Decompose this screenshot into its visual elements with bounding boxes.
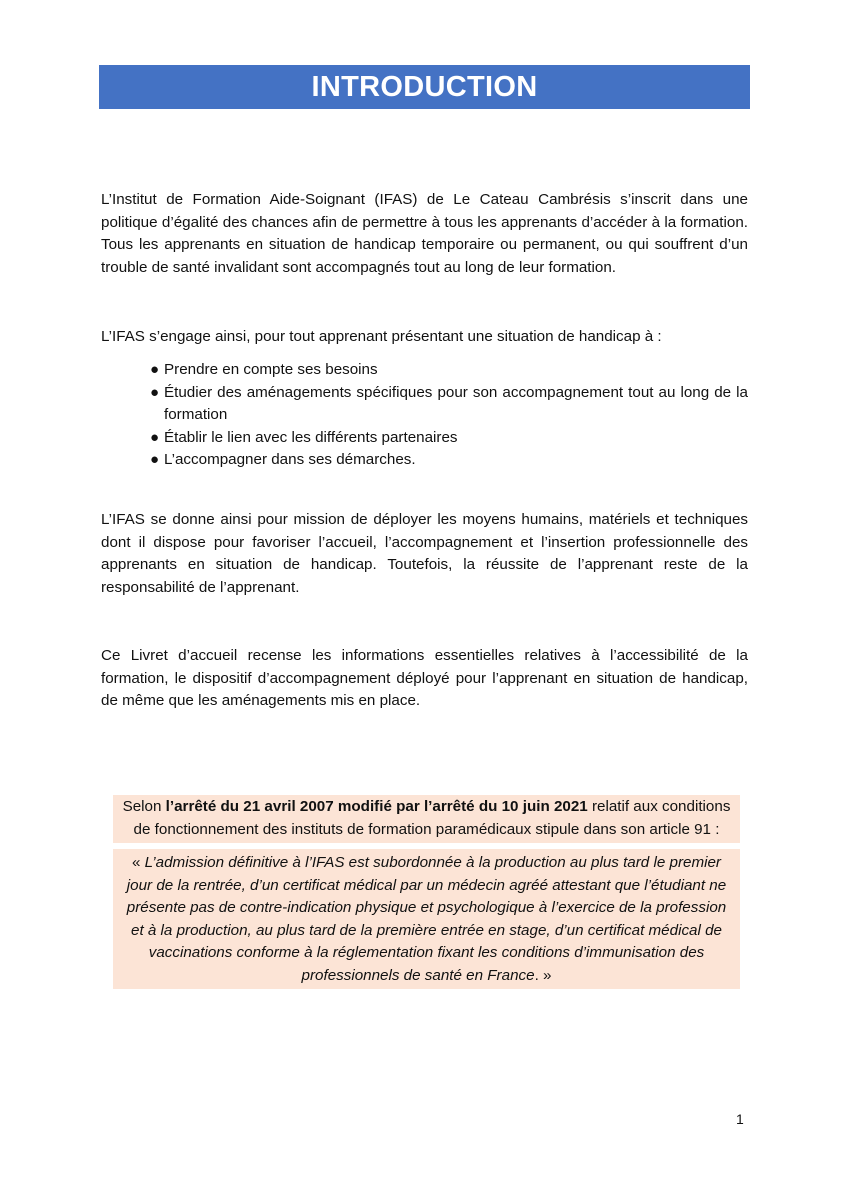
quote-text: L’admission définitive à l’IFAS est subordonnée à la production au plus tard le premier jour de la rentrée, d’un certificat médical par un médecin agréé attestant que l’étudiant ne présente pas de contre-indication physique et psychologique à l’exercice de la profession et à la production, au plus tard de la première entrée en stage, d’un certificat médical de vaccinations conforme à la réglementation fixant les conditions d’immunisation des professionnels de santé en France: [126, 854, 727, 984]
regulation-reference: [113, 795, 740, 843]
booklet-paragraph: Ce Livret d’accueil recense les informations essentielles relatives à l’accessibilité de la formation, le dispositif d’accompagnement déployé pour l’apprenant en situation de handicap, de même que les aménagements mis en place.: [101, 647, 748, 709]
page-title: INTRODUCTION: [311, 70, 538, 103]
list-item-text: Établir le lien avec les différents partenaires: [164, 428, 458, 446]
intro-paragraph: L’Institut de Formation Aide-Soignant (IFAS) de Le Cateau Cambrésis s’inscrit dans une politique d’égalité des chances afin de permettre à tous les apprenants d’accéder à la formation. Tous les apprenants en situation de handicap temporaire ou permanent, ou qui souffrent d’un trouble de santé invalidant sont accompagnés tout au long de leur formation.: [101, 191, 748, 276]
page-number: 1: [736, 1111, 744, 1127]
reference-prefix: Selon: [122, 798, 166, 815]
list-item: [101, 359, 748, 382]
bullet-icon: ●: [150, 361, 160, 378]
mission-paragraph: L’IFAS se donne ainsi pour mission de déployer les moyens humains, matériels et techniques dont il dispose pour favoriser l’accueil, l’accompagnement et l’insertion professionnelle des apprenants en situation de handicap. Toutefois, la réussite de l’apprenant reste de la responsabilité de l’apprenant.: [101, 511, 748, 596]
bullet-icon: ●: [150, 428, 160, 446]
regulation-quote: [113, 849, 740, 989]
quote-close-mark: . »: [534, 966, 552, 984]
list-item: [101, 427, 748, 450]
list-item-text: Prendre en compte ses besoins: [164, 361, 378, 378]
list-item: [101, 449, 748, 472]
reference-suffix: relatif aux conditions de fonctionnement des instituts de formation paramédicaux stipule dans son article 91 :: [133, 798, 731, 838]
quote-open-mark: «: [132, 854, 145, 871]
title-banner: [99, 65, 750, 109]
commitment-paragraph: L’IFAS s’engage ainsi, pour tout apprenant présentant une situation de handicap à :: [101, 328, 662, 345]
list-item-text: L’accompagner dans ses démarches.: [164, 451, 416, 468]
commitment-list: [101, 359, 748, 472]
list-item-text: Étudier des aménagements spécifiques pour son accompagnement tout au long de la formation: [164, 383, 748, 423]
list-item: [101, 382, 748, 427]
reference-decree: l’arrêté du 21 avril 2007 modifié par l’arrêté du 10 juin 2021: [165, 798, 588, 815]
bullet-icon: ●: [150, 451, 160, 468]
bullet-icon: ●: [150, 383, 160, 401]
